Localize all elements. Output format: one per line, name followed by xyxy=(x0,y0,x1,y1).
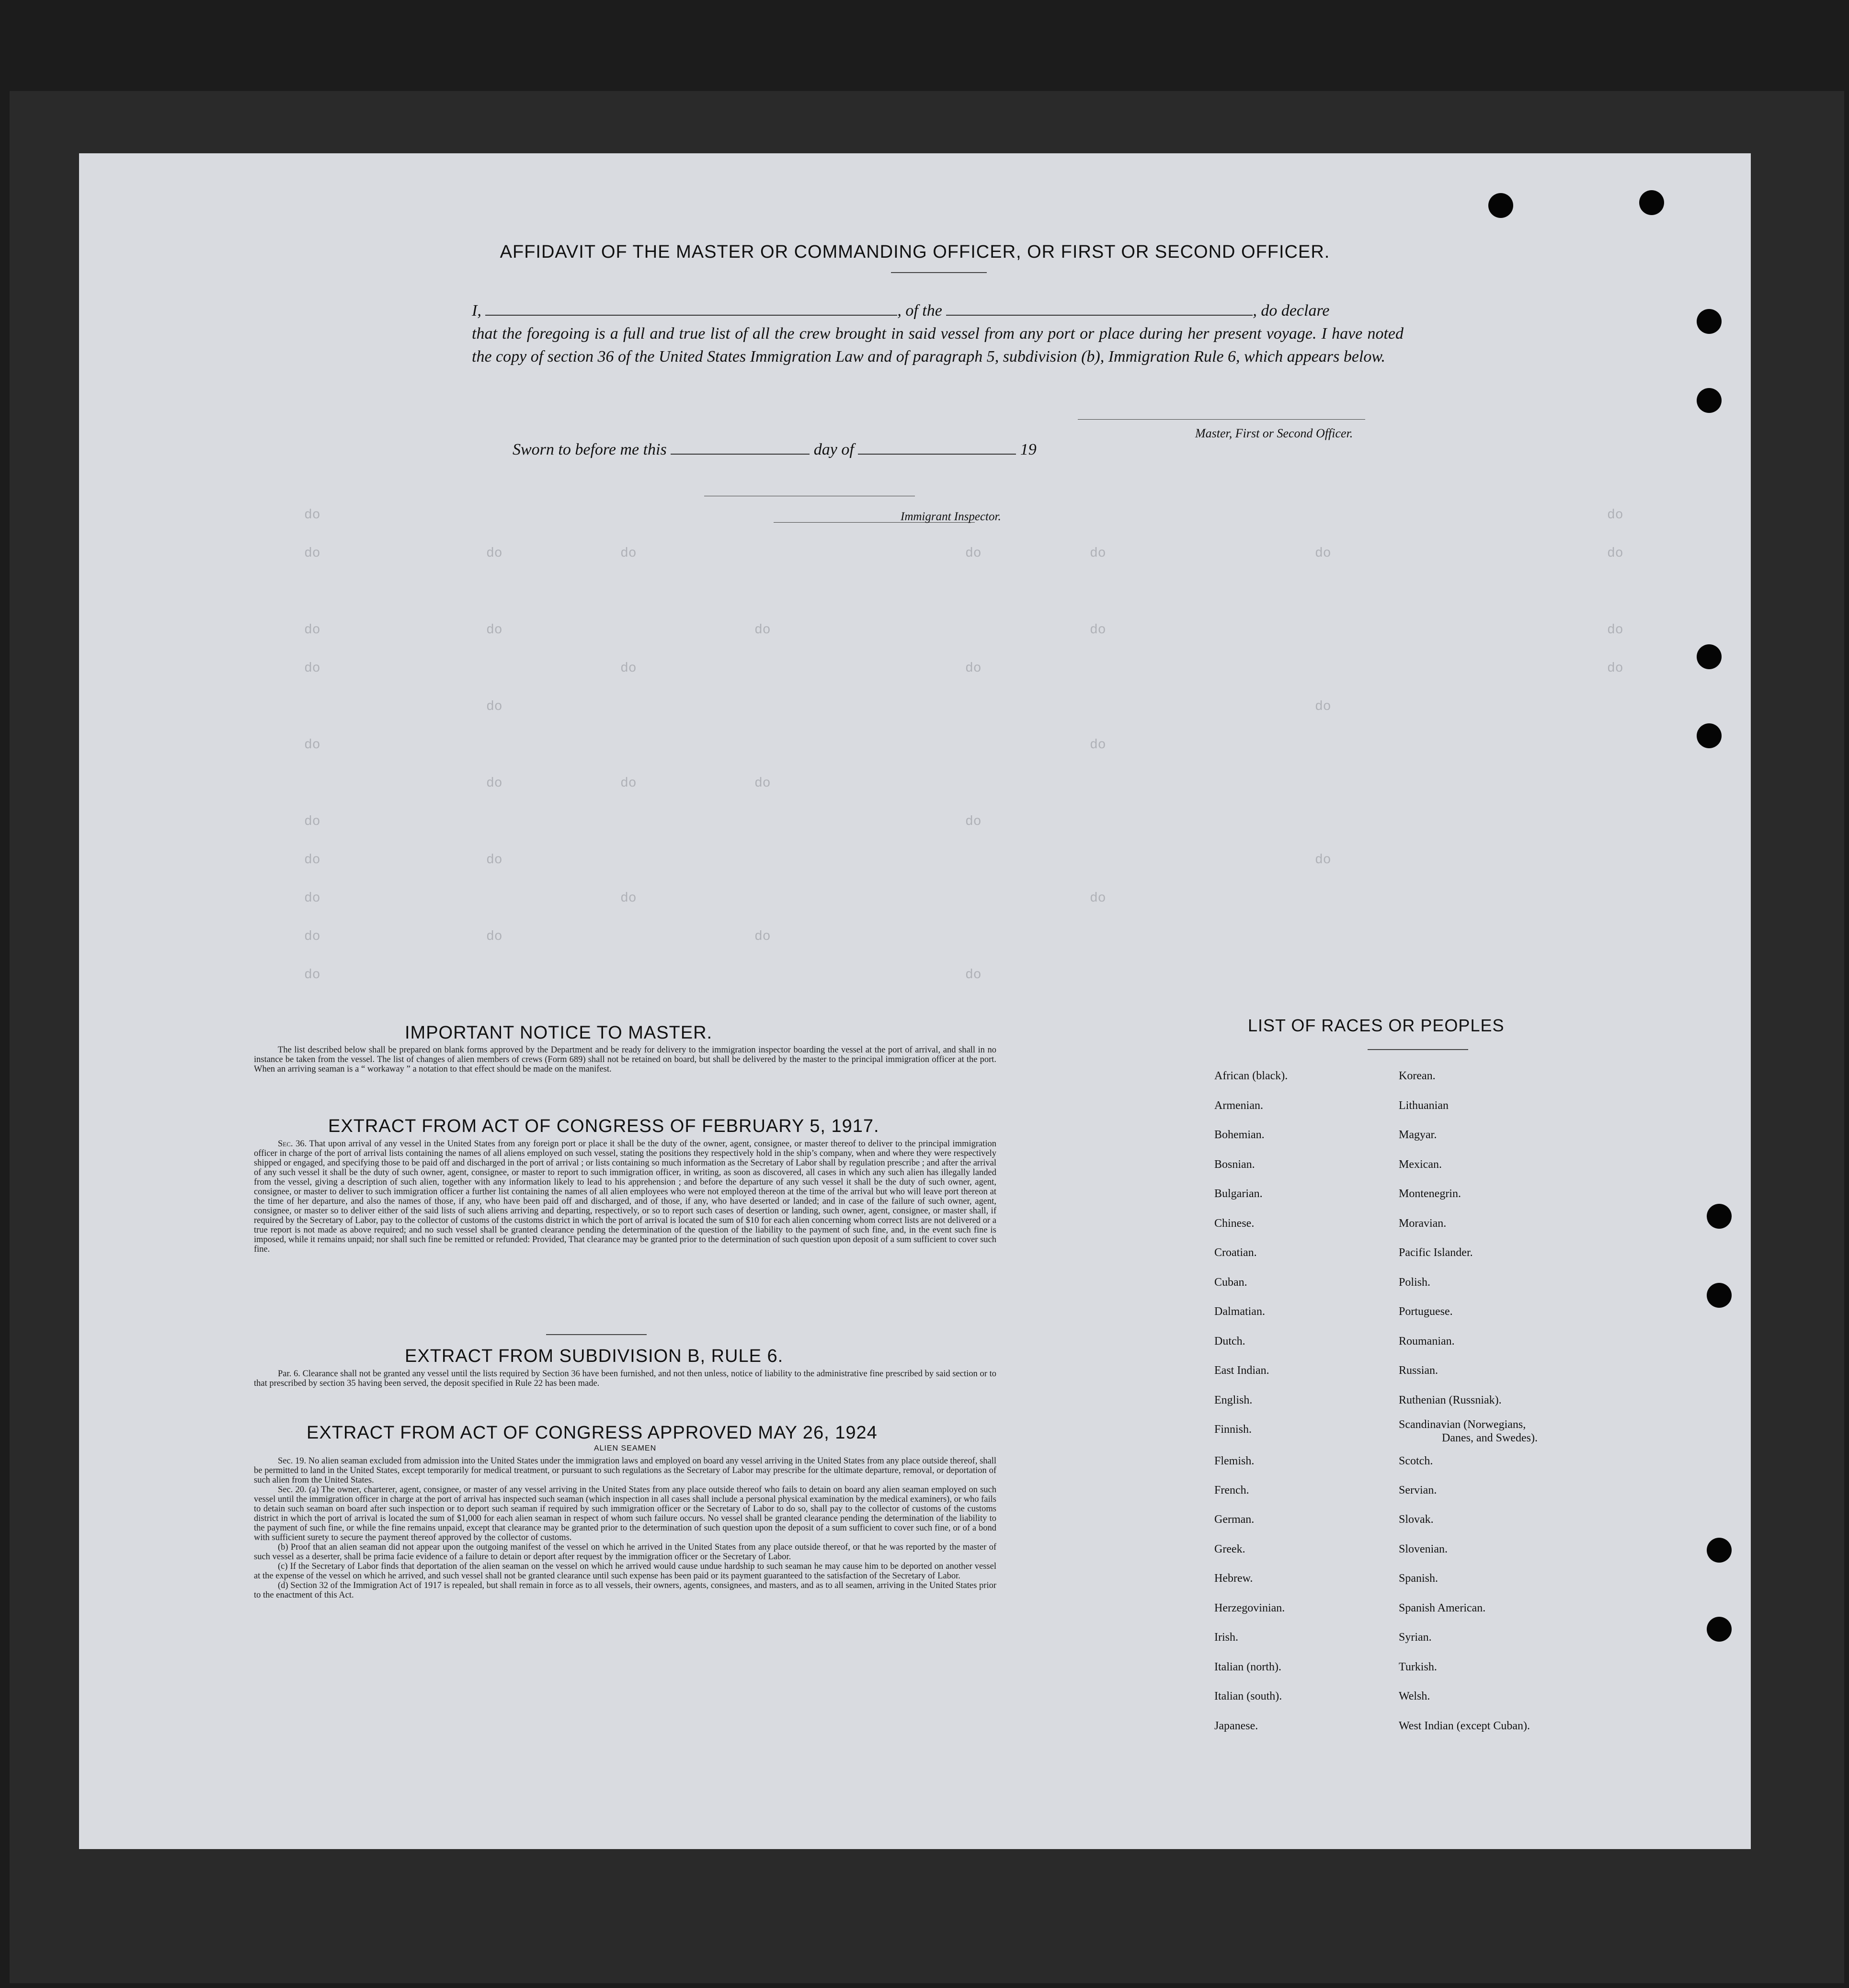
extract-1924-subtitle: ALIEN SEAMEN xyxy=(594,1444,657,1452)
rule6-paragraph: Par. 6. Clearance shall not be granted any vessel until the lists required by Section 36 have been furnished, and not then unless, notice of liability to the administrative fine prescribed by said section or to that prescribed by section 35 having been served, the deposit specified in Rule 22 has been made. xyxy=(254,1369,996,1388)
sec-20c-paragraph: (c) If the Secretary of Labor finds that deportation of the alien seaman on the vessel on which he arrived would cause undue hardship to such seaman he may cause him to be deported on another vessel at the expense of the vessel on which he arrived, and such vessel shall not be granted clearance until such expense has been paid or its payment guaranteed to the satisfaction of the Secretary of Labor. xyxy=(254,1562,996,1581)
signature-line xyxy=(1078,419,1365,420)
race-item: German. xyxy=(1214,1513,1255,1526)
race-item: Montenegrin. xyxy=(1399,1188,1461,1200)
race-item: Japanese. xyxy=(1214,1720,1258,1732)
race-item: Bosnian. xyxy=(1214,1158,1255,1171)
sec-36-label: Sec. 36. xyxy=(278,1139,307,1149)
race-item: Finnish. xyxy=(1214,1423,1252,1436)
race-item: French. xyxy=(1214,1484,1249,1497)
race-item: Slovenian. xyxy=(1399,1543,1448,1555)
race-item: East Indian. xyxy=(1214,1364,1269,1377)
race-item: Turkish. xyxy=(1399,1661,1437,1673)
extract-1924-text xyxy=(254,1456,996,1600)
sec-20d-paragraph: (d) Section 32 of the Immigration Act of 1917 is repealed, but shall remain in force as to all vessels, their owners, agents, consignees, and masters, and as to all seamen, arriving in the United States prior to the enactment of this Act. xyxy=(254,1581,996,1600)
title-rule xyxy=(891,272,987,273)
vessel-blank xyxy=(946,315,1253,316)
punch-hole xyxy=(1707,1283,1732,1308)
affidavit-declare: , do declare xyxy=(1253,302,1330,320)
race-item: Scandinavian (Norwegians, xyxy=(1399,1418,1526,1431)
sworn-month-blank xyxy=(858,454,1016,455)
race-item: African (black). xyxy=(1214,1070,1288,1082)
race-item: Moravian. xyxy=(1399,1217,1447,1230)
affidavit-of-the: , of the xyxy=(897,302,942,320)
race-item: Flemish. xyxy=(1214,1455,1255,1467)
punch-hole xyxy=(1707,1204,1732,1229)
race-item: Ruthenian (Russniak). xyxy=(1399,1394,1502,1406)
document-page: AFFIDAVIT OF THE MASTER OR COMMANDING OFFICER, OR FIRST OR SECOND OFFICER. I, , of the , do declare that the foregoing is a full and true list of all the crew brought in said vessel from any port or place during her present voyage. I have noted the copy of section 36 of the United States Immigration Law and of paragraph 5, subdivision (b), Immigration Rule 6, which appears below. Master, First or Second Officer. Sworn to before me this day of 19 Immigrant Inspector. do do do do do do do do do do do do do do do do do do do do do do do do do do do do do do do do do do do do do do IMPORTANT NOTICE TO MASTER. The list described below shall be prepared on blank forms approved by the Department and be ready for delivery to the immigration inspector boarding the vessel at the port of arrival, and shall in no instance be taken from the vessel. The list of changes of alien members of crews (Form 689) shall not be retained on board, but shall be delivered by the master to the principal immigration officer at the port. When an arriving seaman is a “ workaway ” a notation to that effect should be made on the manifest. EXTRACT FROM ACT OF CONGRESS OF FEBRUARY 5, 1917. Sec. 36. That upon arrival of any vessel in the United States from any foreign port or place it shall be the duty of the owner, agent, consignee, or master thereof to deliver to the principal immigration officer in charge of the port of arrival lists containing the names of all aliens employed on such vessel, stating the positions they respectively hold in the ship’s company, when and where they were respectively shipped or engaged, and specifying those to be paid off and discharged in the port of arrival ; or lists containing so much information as the Secretary of Labor shall by regulation prescribe ; and after the arrival of any such vessel it shall be the duty of such owner, agent, consignee, or master to report to such immigration officer, in writing, as soon as discovered, all cases in which any such alien has illegally landed from the vessel, giving a description of such alien, together with any information likely to lead to his apprehension ; and before the departure of any such vessel it shall be the duty of such owner, agent, consignee, or master to deliver to such immigration officer a further list containing the names of all alien employees who were not employed thereon at the time of the arrival but who will leave port thereon at the time of her departure, and also the names of those, if any, who have been paid off and discharged, and of those, if any, who have deserted or landed; and in case of the failure of such owner, agent, consignee, or master so to deliver either of the said lists of such aliens arriving and departing, respectively, or so to report such cases of desertion or landing, such owner, agent, consignee, or master shall, if required by the Secretary of Labor, pay to the collector of customs of the customs district in which the port of arrival is located the sum of $10 for each alien concerning whom correct lists are not delivered or a true report is not made as above required; and no such vessel shall be granted clearance pending the determination of the question of the liability to the payment of such fine, and, in the event such fine is imposed, while it remains unpaid; nor shall such fine be remitted or refunded: Provided, That clearance may be granted prior to the determination of such question upon deposit of a sum sufficient to cover such fine. EXTRACT FROM SUBDIVISION B, RULE 6. Par. 6. Clearance shall not be granted any vessel until the lists required by Section 36 have been furnished, and not then unless, notice of liability to the administrative fine prescribed by said section or to that prescribed by section 35 having been served, the deposit specified in Rule 22 has been made. EXTRACT FROM ACT OF CONGRESS APPROVED MAY 26, 1924 ALIEN SEAMEN Sec. 19. No alien seaman excluded from admission into the United States under the immigration laws and employed on board any vessel arriving in the United States from any place outside thereof, shall be permitted to land in the United States, except temporarily for medical treatment, or pursuant to such regulations as the Secretary of Labor may prescribe for the ultimate departure, removal, or deportation of such alien from the United States. Sec. 20. (a) The owner, charterer, agent, consignee, or master of any vessel arriving in the United States from any place outside thereof who fails to detain on board any alien seaman employed on such vessel until the immigration officer in charge at the port of arrival has inspected such seaman (which inspection in all cases shall include a personal physical examination by the medical examiners), or who fails to detain such seaman on board after such inspection or to deport such seaman if required by such immigration officer or the Secretary of Labor to do so, shall pay to the collector of customs of the customs district in which the port of arrival is located the sum of $1,000 for each alien seaman in respect of whom such failure occurs. No vessel shall be granted clearance pending the determination of the liability to the payment of such fine, or while the fine remains unpaid, except that clearance may be granted prior to the determination of such question upon the deposit of a sum sufficient to cover such fine, or of a bond with sufficient surety to secure the payment thereof approved by the collector of customs. (b) Proof that an alien seaman did not appear upon the outgoing manifest of the vessel on which he arrived in the United States from any place outside thereof, or that he was reported by the master of such vessel as a deserter, shall be prima facie evidence of a failure to detain or deport after request by the immigration officer or the Secretary of Labor. (c) If the Secretary of Labor finds that deportation of the alien seaman on the vessel on which he arrived would cause undue hardship to such seaman he may cause him to be deported on another vessel at the expense of the vessel on which he arrived, and such vessel shall not be granted clearance until such expense has been paid or its payment guaranteed to the satisfaction of the Secretary of Labor. (d) Section 32 of the Immigration Act of 1917 is repealed, but shall remain in force as to all vessels, their owners, agents, consignees, and masters, and as to all seamen, arriving in the United States prior to the enactment of this Act. LIST OF RACES OR PEOPLES African (black). Armenian. Bohemian. Bosnian. Bulgarian. Chinese. Croatian. Cuban. Dalmatian. Dutch. East Indian. English. Finnish. Flemish. French. German. Greek. Hebrew. Herzegovinian. Irish. Italian (north). Italian (south). Japanese. Korean. Lithuanian Magyar. Mexican. Montenegrin. Moravian. Pacific Islander. Polish. Portuguese. Roumanian. Russian. Ruthenian (Russniak). Scandinavian (Norwegians, Danes, and Swedes). Scotch. Servian. Slovak. Slovenian. Spanish. Spanish American. Syrian. Turkish. Welsh. West Indian (except Cuban). xyxy=(79,153,1751,1849)
race-item: Spanish. xyxy=(1399,1572,1438,1585)
race-item: Dalmatian. xyxy=(1214,1305,1265,1318)
race-item: Dutch. xyxy=(1214,1335,1245,1348)
affidavit-prefix: I, xyxy=(472,302,481,320)
divider xyxy=(546,1334,647,1335)
extract-1917-title: EXTRACT FROM ACT OF CONGRESS OF FEBRUARY 5, 1917. xyxy=(328,1116,879,1136)
race-item: Greek. xyxy=(1214,1543,1245,1555)
punch-hole xyxy=(1707,1538,1732,1563)
extract-rule6-text xyxy=(254,1369,996,1388)
notice-text xyxy=(254,1045,996,1074)
race-item: West Indian (except Cuban). xyxy=(1399,1720,1530,1732)
punch-hole xyxy=(1697,644,1722,669)
races-title: LIST OF RACES OR PEOPLES xyxy=(1248,1016,1505,1035)
punch-hole xyxy=(1639,190,1664,215)
race-item: Croatian. xyxy=(1214,1246,1257,1259)
race-item: Danes, and Swedes). xyxy=(1442,1432,1538,1444)
extract-1917-text xyxy=(254,1139,996,1254)
signature-label: Master, First or Second Officer. xyxy=(1195,426,1353,440)
race-item: Chinese. xyxy=(1214,1217,1255,1230)
affidavit-line-1 xyxy=(472,299,1404,322)
race-item: Italian (south). xyxy=(1214,1690,1282,1702)
race-item: Mexican. xyxy=(1399,1158,1442,1171)
punch-hole xyxy=(1488,193,1513,218)
race-item: Roumanian. xyxy=(1399,1335,1455,1348)
sworn-prefix: Sworn to before me this xyxy=(513,441,667,458)
punch-hole xyxy=(1697,309,1722,334)
race-item: Lithuanian xyxy=(1399,1099,1449,1112)
sec-20b-paragraph: (b) Proof that an alien seaman did not appear upon the outgoing manifest of the vessel on which he arrived in the United States from any place outside thereof, or that he was reported by the master of such vessel as a deserter, shall be prima facie evidence of a failure to detain or deport after request by the immigration officer or the Secretary of Labor. xyxy=(254,1542,996,1562)
sec-19-paragraph: Sec. 19. No alien seaman excluded from admission into the United States under the immigration laws and employed on board any vessel arriving in the United States from any place outside thereof, shall be permitted to land in the United States, except temporarily for medical treatment, or pursuant to such regulations as the Secretary of Labor may prescribe for the ultimate departure, removal, or deportation of such alien from the United States. xyxy=(254,1456,996,1485)
race-item: Servian. xyxy=(1399,1484,1437,1497)
race-item: Hebrew. xyxy=(1214,1572,1253,1585)
sworn-day-label: day of xyxy=(813,441,854,458)
race-item: Pacific Islander. xyxy=(1399,1246,1473,1259)
affidavit-body xyxy=(472,299,1404,368)
punch-hole xyxy=(1697,723,1722,748)
notice-paragraph: The list described below shall be prepared on blank forms approved by the Department and be ready for delivery to the immigration inspector boarding the vessel at the port of arrival, and shall in no instance be taken from the vessel. The list of changes of alien members of crews (Form 689) shall not be retained on board, but shall be delivered by the master to the principal immigration officer at the port. When an arriving seaman is a “ workaway ” a notation to that effect should be made on the manifest. xyxy=(254,1045,996,1074)
sec-36-text: That upon arrival of any vessel in the United States from any foreign port or place it shall be the duty of the owner, agent, consignee, or master thereof to deliver to the principal immigration officer in charge of the port of arrival lists containing the names of all aliens employed on such vessel, stating the positions they respectively hold in the ship’s company, when and where they were respectively shipped or engaged, and specifying those to be paid off and discharged in the port of arrival ; or lists containing so much information as the Secretary of Labor shall by regulation prescribe ; and after the arrival of any such vessel it shall be the duty of such owner, agent, consignee, or master to report to such immigration officer, in writing, as soon as discovered, all cases in which any such alien has illegally landed from the vessel, giving a description of such alien, together with any information likely to lead to his apprehension ; and before the departure of any such vessel it shall be the duty of such owner, agent, consignee, or master to deliver to such immigration officer a further list containing the names of all alien employees who were not employed thereon at the time of the arrival but who will leave port thereon at the time of her departure, and also the names of those, if any, who have been paid off and discharged, and of those, if any, who have deserted or landed; and in case of the failure of such owner, agent, consignee, or master so to deliver either of the said lists of such aliens arriving and departing, respectively, or so to report such cases of desertion or landing, such owner, agent, consignee, or master shall, if required by the Secretary of Labor, pay to the collector of customs of the customs district in which the port of arrival is located the sum of $10 for each alien concerning whom correct lists are not delivered or a true report is not made as above required; and no such vessel shall be granted clearance pending the determination of the question of the liability to the payment of such fine, and, in the event such fine is imposed, while it remains unpaid; nor shall such fine be remitted or refunded: Provided, That clearance may be granted prior to the determination of such question upon deposit of a sum sufficient to cover such fine. xyxy=(254,1139,996,1254)
race-item: Bulgarian. xyxy=(1214,1188,1263,1200)
race-item: Armenian. xyxy=(1214,1099,1263,1112)
sec-20a-paragraph: Sec. 20. (a) The owner, charterer, agent, consignee, or master of any vessel arriving in the United States from any place outside thereof who fails to detain on board any alien seaman employed on such vessel until the immigration officer in charge at the port of arrival has inspected such seaman (which inspection in all cases shall include a personal physical examination by the medical examiners), or who fails to detain such seaman on board after such inspection or to deport such seaman if required by such immigration officer or the Secretary of Labor to do so, shall pay to the collector of customs of the customs district in which the port of arrival is located the sum of $1,000 for each alien seaman in respect of whom such failure occurs. No vessel shall be granted clearance pending the determination of the liability to the payment of such fine, or while the fine remains unpaid, except that clearance may be granted prior to the determination of such question upon the deposit of a sum sufficient to cover such fine, or of a bond with sufficient surety to secure the payment thereof approved by the collector of customs. xyxy=(254,1485,996,1542)
race-item: English. xyxy=(1214,1394,1253,1406)
affidavit-text: that the foregoing is a full and true list of all the crew brought in said vessel from any port or place during her present voyage. I have noted the copy of section 36 of the United States Immigration Law and of paragraph 5, subdivision (b), Immigration Rule 6, which appears below. xyxy=(472,325,1404,366)
punch-hole xyxy=(1707,1617,1732,1642)
race-item: Korean. xyxy=(1399,1070,1436,1082)
punch-hole xyxy=(1697,388,1722,413)
race-item: Slovak. xyxy=(1399,1513,1434,1526)
races-title-rule xyxy=(1368,1049,1468,1050)
inspector-label: Immigrant Inspector. xyxy=(901,510,1001,523)
sworn-line xyxy=(513,441,1037,459)
race-item: Spanish American. xyxy=(1399,1602,1486,1614)
race-item: Polish. xyxy=(1399,1276,1431,1289)
sworn-day-blank xyxy=(671,454,810,455)
name-blank xyxy=(485,315,897,316)
extract-rule6-title: EXTRACT FROM SUBDIVISION B, RULE 6. xyxy=(405,1346,784,1366)
notice-title: IMPORTANT NOTICE TO MASTER. xyxy=(405,1023,713,1043)
race-item: Bohemian. xyxy=(1214,1129,1265,1141)
race-item: Syrian. xyxy=(1399,1631,1432,1644)
race-item: Herzegovinian. xyxy=(1214,1602,1285,1614)
race-item: Italian (north). xyxy=(1214,1661,1281,1673)
race-item: Welsh. xyxy=(1399,1690,1430,1702)
affidavit-title: AFFIDAVIT OF THE MASTER OR COMMANDING OFFICER, OR FIRST OR SECOND OFFICER. xyxy=(500,242,1330,262)
extract-1924-title: EXTRACT FROM ACT OF CONGRESS APPROVED MAY 26, 1924 xyxy=(307,1423,878,1443)
race-item: Portuguese. xyxy=(1399,1305,1453,1318)
sworn-year-label: 19 xyxy=(1020,441,1037,458)
race-item: Cuban. xyxy=(1214,1276,1247,1289)
race-item: Scotch. xyxy=(1399,1455,1433,1467)
race-item: Russian. xyxy=(1399,1364,1438,1377)
race-item: Magyar. xyxy=(1399,1129,1437,1141)
race-item: Irish. xyxy=(1214,1631,1238,1644)
